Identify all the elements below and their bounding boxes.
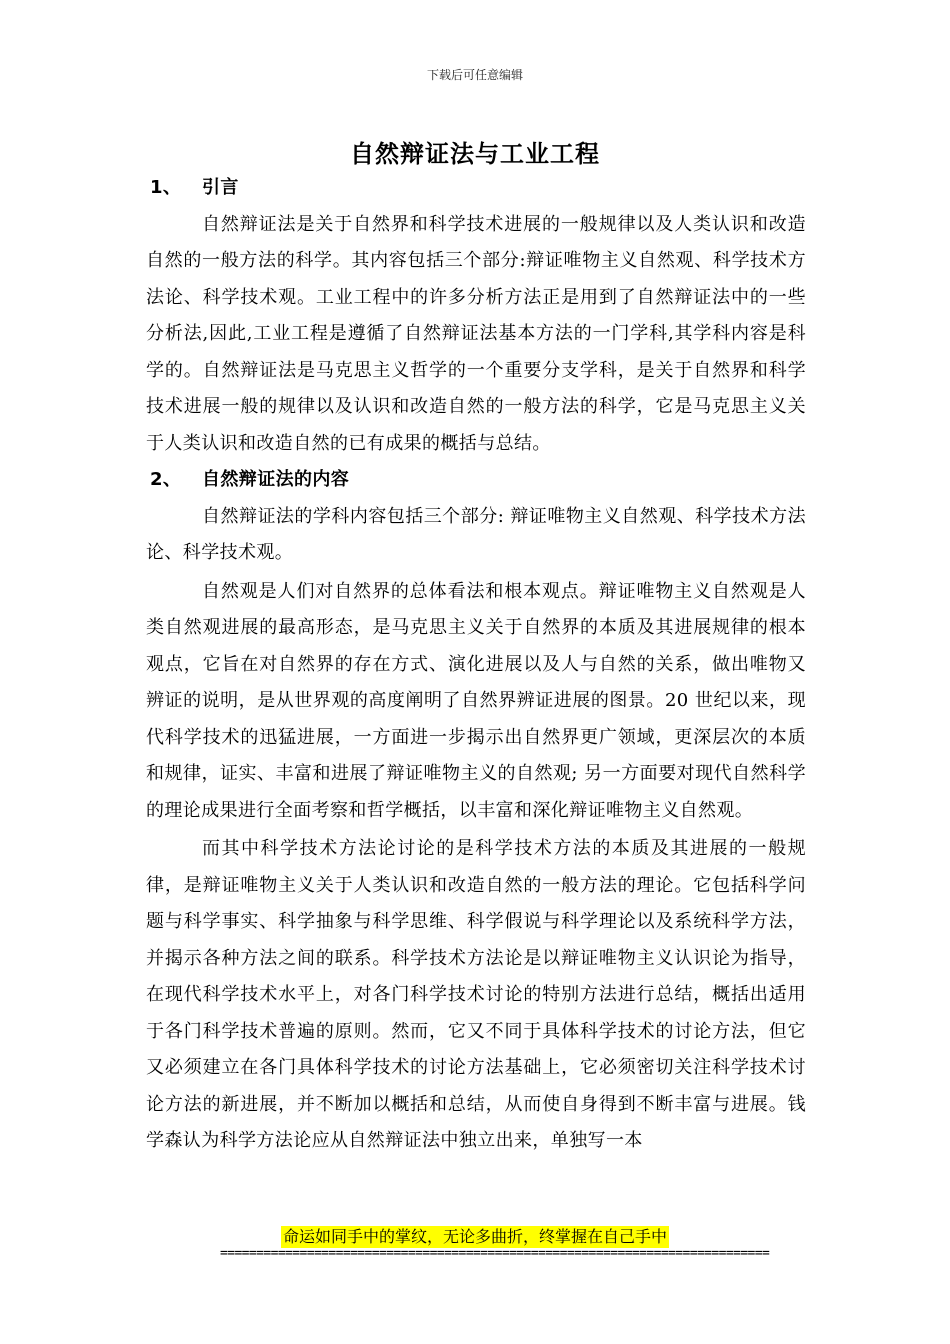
section-heading-1 xyxy=(150,170,806,207)
section-title: 引言 xyxy=(202,177,239,198)
footer-rule: ============================================================================ xyxy=(220,1246,770,1261)
section-number: 2、 xyxy=(150,469,182,490)
section-heading-2 xyxy=(150,462,806,499)
paragraph: 自然辩证法的学科内容包括三个部分: 辩证唯物主义自然观、科学技术方法论、科学技术观。 xyxy=(146,505,806,563)
footer xyxy=(0,1226,950,1248)
section-number: 1、 xyxy=(150,177,182,198)
header-note: 下载后可任意编辑 xyxy=(426,68,523,82)
paragraph: 而其中科学技术方法论讨论的是科学技术方法的本质及其进展的一般规律，是辩证唯物主义关于人类认识和改造自然的一般方法的理论。它包括科学问题与科学事实、科学抽象与科学思维、科学假说与科学理论以及系统科学方法，并揭示各种方法之间的联系。科学技术方法论是以辩证唯物主义认识论为指导，在现代科学技术水平上，对各门科学技术讨论的特别方法进行总结，概括出适用于各门科学技术普遍的原则。然而，它又不同于具体科学技术的讨论方法，但它又必须建立在各门具体科学技术的讨论方法基础上，它必须密切关注科学技术讨论方法的新进展，并不断加以概括和总结，从而使自身得到不断丰富与进展。钱学森认为科学方法论应从自然辩证法中独立出来，单独写一本 xyxy=(146,838,806,1151)
section-title: 自然辩证法的内容 xyxy=(202,469,350,490)
paragraph: 自然辩证法是关于自然界和科学技术进展的一般规律以及人类认识和改造自然的一般方法的科学。其内容包括三个部分:辩证唯物主义自然观、科学技术方法论、科学技术观。工业工程中的许多分析方法正是用到了自然辩证法中的一些分析法,因此,工业工程是遵循了自然辩证法基本方法的一门学科,其学科内容是科学的。自然辩证法是马克思主义哲学的一个重要分支学科，是关于自然界和科学技术进展一般的规律以及认识和改造自然的一般方法的科学，它是马克思主义关于人类认识和改造自然的已有成果的概括与总结。 xyxy=(146,213,806,454)
paragraph: 自然观是人们对自然界的总体看法和根本观点。辩证唯物主义自然观是人类自然观进展的最高形态，是马克思主义关于自然界的本质及其进展规律的根本观点，它旨在对自然界的存在方式、演化进展以及人与自然的关系，做出唯物又辨证的说明，是从世界观的高度阐明了自然界辨证进展的图景。20 世纪以来，现代科学技术的迅猛进展，一方面进一步揭示出自然界更广领域，更深层次的本质和规律，证实、丰富和进展了辩证唯物主义的自然观; 另一方面要对现代自然科学的理论成果进行全面考察和哲学概括，以丰富和深化辩证唯物主义自然观。 xyxy=(146,580,806,821)
document-title: 自然辩证法与工业工程 xyxy=(350,140,600,168)
footer-motto: 命运如同手中的掌纹，无论多曲折，终掌握在自己手中 xyxy=(282,1227,667,1246)
document-body xyxy=(146,170,806,1160)
